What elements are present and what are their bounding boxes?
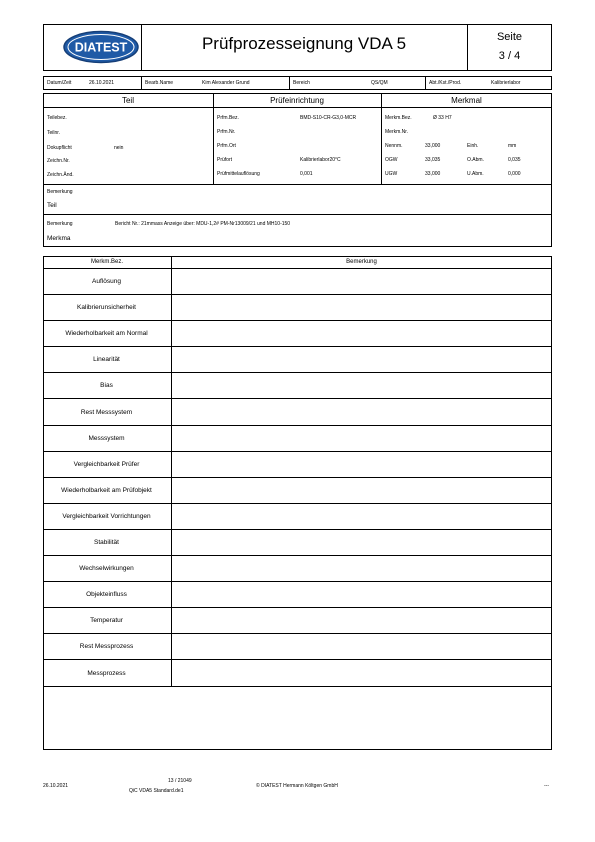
date-label: Datum/Zeit xyxy=(47,80,72,86)
table-row-label: Objekteinfluss xyxy=(86,591,127,599)
diatest-logo xyxy=(62,30,140,64)
footer-end: --- xyxy=(544,783,549,789)
aufloesung-value: 0,001 xyxy=(300,171,313,177)
table-row-label: Rest Messsystem xyxy=(80,408,133,416)
table-row-label: Messprozess xyxy=(87,669,126,677)
merkmbez-value: Ø 33 H7 xyxy=(433,115,452,121)
remark-teil-box xyxy=(43,184,552,215)
table-row-label: Kalibrierunsicherheit xyxy=(77,304,136,312)
info-divider-2 xyxy=(289,76,290,90)
section-teil: Teil xyxy=(121,96,134,105)
table-row-label: Temperatur xyxy=(90,617,123,625)
ugw-label: UGW xyxy=(385,171,398,177)
pmnr-label: Prfm.Nr. xyxy=(217,129,236,135)
table-row xyxy=(43,504,552,530)
zeichnr-label: Zeichn.Nr. xyxy=(47,158,70,164)
footer-company: © DIATEST Hermann Költgen GmbH xyxy=(256,783,338,789)
table-row xyxy=(43,478,552,504)
svg-text:DIATEST: DIATEST xyxy=(74,40,128,55)
table-row xyxy=(43,295,552,321)
table-row xyxy=(43,556,552,582)
table-body xyxy=(43,269,552,687)
table-row-label: Messsystem xyxy=(88,434,125,442)
table-row-label: Wechselwirkungen xyxy=(79,565,134,573)
table-row xyxy=(43,452,552,478)
pmbez-label: Prfm.Bez. xyxy=(217,115,239,121)
table-row-remark-cell xyxy=(172,478,552,503)
dept-value: Kalibrierlabor xyxy=(491,80,521,86)
oabm-value: 0,035 xyxy=(508,157,521,163)
dept-label: Abt./Kst./Prod. xyxy=(429,80,462,86)
oabm-label: O.Abm. xyxy=(467,157,484,163)
nennm-value: 33,000 xyxy=(425,143,441,149)
table-row-label: Vergleichbarkeit Prüfer xyxy=(73,460,140,468)
page-title: Prüfprozesseignung VDA 5 xyxy=(201,34,407,53)
table-row-remark-cell xyxy=(172,556,552,581)
date-value: 26.10.2021 xyxy=(89,80,115,86)
table-row xyxy=(43,373,552,399)
nennm-label: Nennm. xyxy=(385,143,403,149)
pmbez-value: BMD-S10-CR-G3,0-MCR xyxy=(300,115,357,121)
table-row-label: Stabilität xyxy=(94,539,119,547)
table-row-remark-cell xyxy=(172,530,552,555)
uabm-value: 0,000 xyxy=(508,171,521,177)
teilnr-label: Teilnr. xyxy=(47,130,61,136)
section-pruefeinrichtung: Prüfeinrichtung xyxy=(270,96,324,105)
pmort-label: Prfm.Ort xyxy=(217,143,236,149)
table-row-remark-cell xyxy=(172,269,552,294)
remark-teil-label: Bemerkung xyxy=(47,189,73,195)
table-row-label: Wiederholbarkeit am Prüfobjekt xyxy=(61,486,152,494)
editor-value: Kim Alexander Grund xyxy=(202,80,250,86)
section-header-line xyxy=(43,107,552,108)
area-value: QS/QM xyxy=(371,80,388,86)
pruefort-label: Prüfort xyxy=(217,157,233,163)
remark-merkmal-label: Bemerkung xyxy=(47,221,73,227)
table-row-remark-cell xyxy=(172,634,552,659)
teilebez-label: Teilebez. xyxy=(47,115,67,121)
table-row xyxy=(43,530,552,556)
footer-code-line2: QiC VDA5 Standard.de1 xyxy=(129,788,184,794)
section-divider-2 xyxy=(381,93,382,185)
table-row-label: Vergleichbarkeit Vorrichtungen xyxy=(62,512,151,520)
merkmbez-label: Merkm.Bez. xyxy=(385,115,412,121)
table-row-remark-cell xyxy=(172,608,552,633)
table-row-remark-cell xyxy=(172,295,552,320)
remark-merkmal-text: Bericht Nr.: 21mmass Anzeige über: MDU-1,2# PM-Nr13009/21 und MH10-150 xyxy=(115,221,291,227)
remark-merkmal-box xyxy=(43,214,552,247)
table-row-remark-cell xyxy=(172,426,552,451)
remark-teil-sub: Teil xyxy=(47,202,57,209)
ogw-label: OGW xyxy=(385,157,398,163)
table-row xyxy=(43,608,552,634)
table-row-label: Rest Messprozess xyxy=(79,643,134,651)
area-label: Bereich xyxy=(293,80,310,86)
dokupflicht-label: Dokupflicht xyxy=(47,145,72,151)
remark-merkmal-sub: Merkma xyxy=(47,235,71,242)
table-row-label: Auflösung xyxy=(92,278,121,286)
page-label: Seite xyxy=(496,31,523,43)
ogw-value: 33,035 xyxy=(425,157,441,163)
aufloesung-label: Prüfmittelauflösung xyxy=(217,171,260,177)
table-row-remark-cell xyxy=(172,661,552,686)
einh-value: mm xyxy=(508,143,517,149)
einh-label: Einh. xyxy=(467,143,479,149)
table-row-remark-cell xyxy=(172,321,552,346)
table-row-label: Linearität xyxy=(93,356,120,364)
info-divider-1 xyxy=(141,76,142,90)
merkmnr-label: Merkm.Nr. xyxy=(385,129,409,135)
table-row xyxy=(43,661,552,687)
table-row xyxy=(43,269,552,295)
table-row-remark-cell xyxy=(172,347,552,372)
table-row xyxy=(43,426,552,452)
table-row xyxy=(43,634,552,660)
page-number: 3 / 4 xyxy=(498,50,521,62)
footer-code-line1: 13 / 21049 xyxy=(168,778,192,784)
table-row xyxy=(43,347,552,373)
section-divider-1 xyxy=(213,93,214,185)
uabm-label: U.Abm. xyxy=(467,171,484,177)
editor-label: Bearb.Name xyxy=(145,80,174,86)
ugw-value: 33,000 xyxy=(425,171,441,177)
table-row-remark-cell xyxy=(172,400,552,425)
info-divider-3 xyxy=(425,76,426,90)
section-merkmal: Merkmal xyxy=(451,96,482,105)
table-row xyxy=(43,321,552,347)
dokupflicht-value: nein xyxy=(114,145,124,151)
table-row-remark-cell xyxy=(172,452,552,477)
table-row xyxy=(43,582,552,608)
table-header-merkmbez: Merkm.Bez. xyxy=(90,259,123,265)
table-row-remark-cell xyxy=(172,504,552,529)
table-row-label: Bias xyxy=(100,382,113,390)
table-header-bemerkung: Bemerkung xyxy=(346,259,377,265)
table-row xyxy=(43,400,552,426)
table-row-label: Wiederholbarkeit am Normal xyxy=(65,330,148,338)
table-row-remark-cell xyxy=(172,373,552,398)
zeichnaend-label: Zeichn.Änd. xyxy=(47,172,74,178)
table-row-remark-cell xyxy=(172,582,552,607)
pruefort-value: Kalibrierlabor20°C xyxy=(300,157,341,163)
footer-date: 26.10.2021 xyxy=(43,783,69,789)
